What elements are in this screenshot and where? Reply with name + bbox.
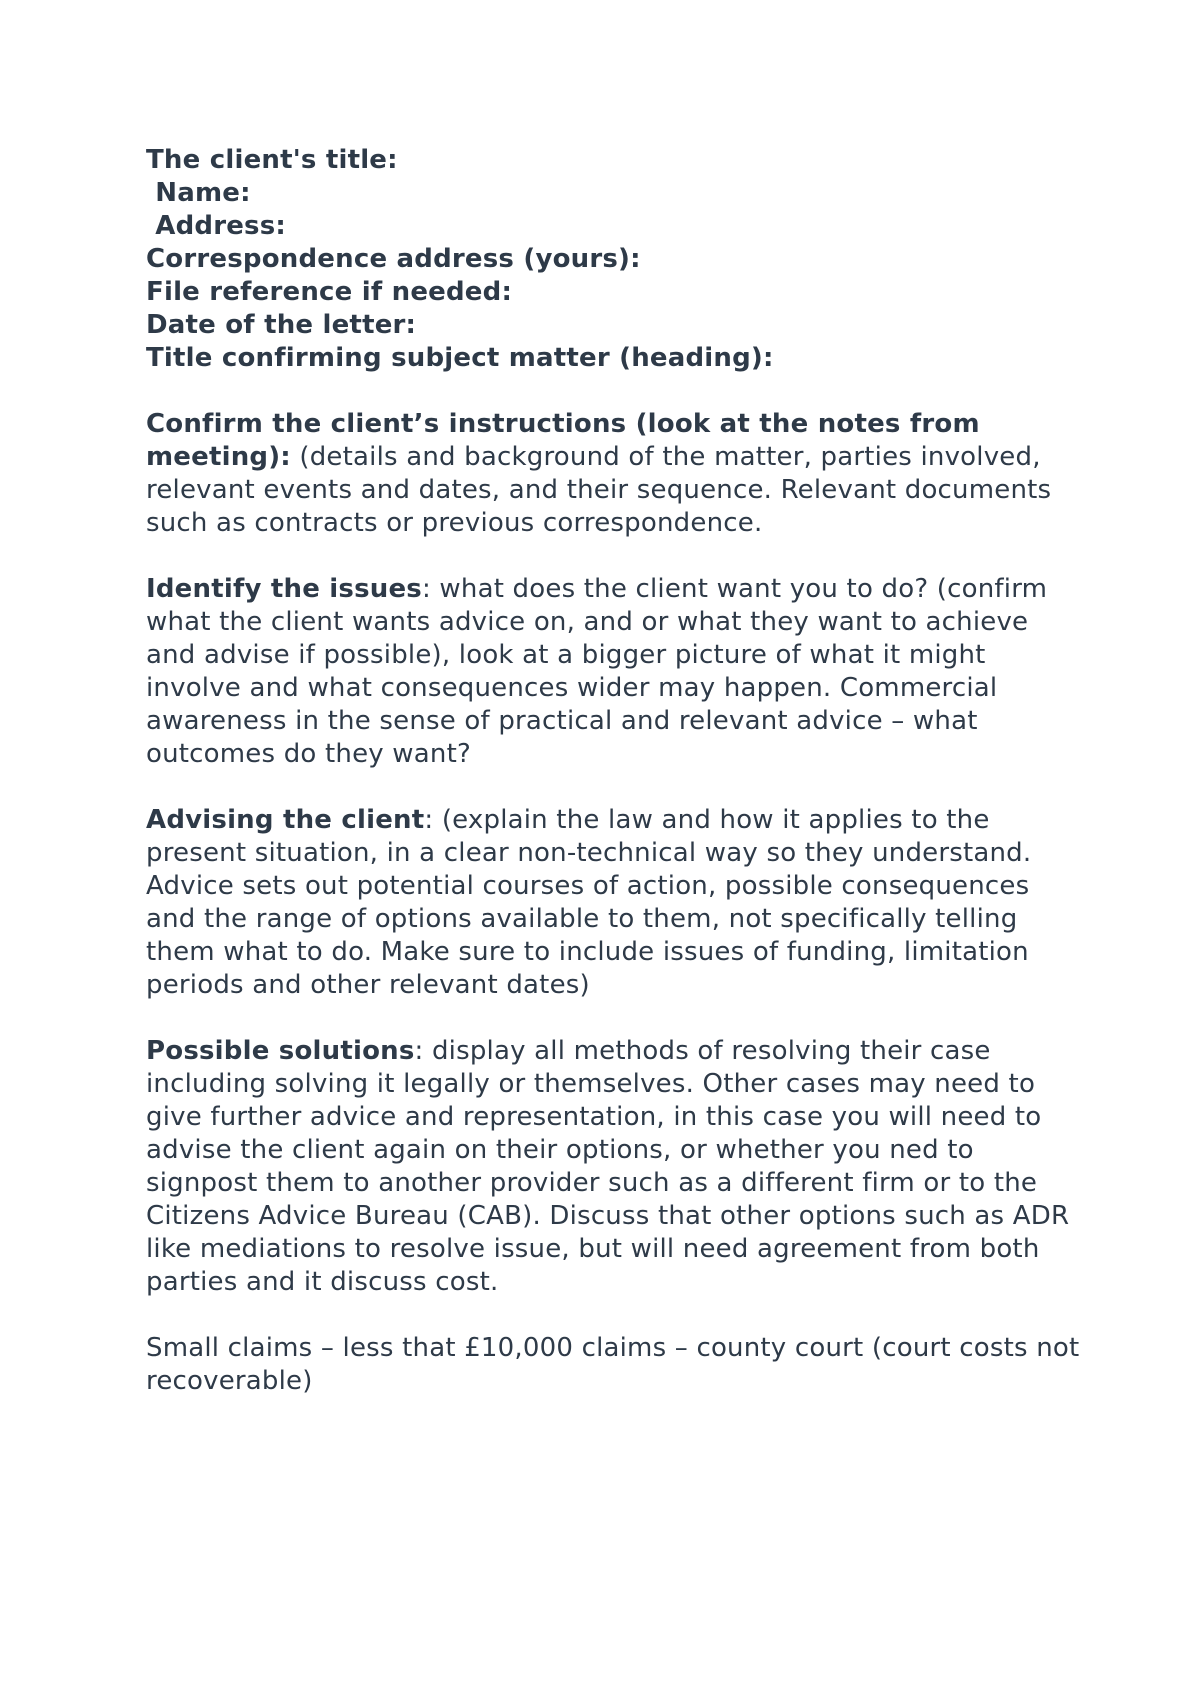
client-title-field: The client's title: [146, 145, 398, 175]
advising-paragraph [146, 804, 1086, 1002]
letter-date-field: Date of the letter: [146, 310, 417, 340]
issues-heading: Identify the issues [146, 574, 422, 604]
instructions-paragraph [146, 408, 1086, 540]
solutions-paragraph [146, 1035, 1086, 1299]
instructions-body: (details and background of the matter, parties involved, relevant events and dates, and their sequence. Relevant documents such as contracts or previous correspondence. [146, 442, 1052, 538]
file-reference-field: File reference if needed: [146, 277, 513, 307]
subject-heading-field: Title confirming subject matter (heading): [146, 343, 774, 373]
document-page [146, 144, 1086, 1431]
advising-body: : (explain the law and how it applies to the present situation, in a clear non-technical way so they understand. Advice sets out potential courses of action, possible consequences and the range of options available to them, not specifically telling them what to do. Make sure to include issues of funding, limitation periods and other relevant dates) [146, 805, 1032, 1000]
correspondence-address-field: Correspondence address (yours): [146, 244, 641, 274]
advising-heading: Advising the client [146, 805, 425, 835]
name-field: Name: [146, 178, 251, 208]
solutions-body: : display all methods of resolving their case including solving it legally or themselves. Other cases may need to give further advice and representation, in this case you will need to advise the client again on their options, or whether you ned to signpost them to another provider such as a different firm or to the Citizens Advice Bureau (CAB). Discuss that other options such as ADR like mediations to resolve issue, but will need agreement from both parties and it discuss cost. [146, 1036, 1070, 1297]
small-claims-paragraph: Small claims – less that £10,000 claims – county court (court costs not recoverable) [146, 1333, 1080, 1396]
issues-body: : what does the client want you to do? (confirm what the client wants advice on, and or what they want to achieve and advise if possible), look at a bigger picture of what it might involve and what consequences wider may happen. Commercial awareness in the sense of practical and relevant advice – what outcomes do they want? [146, 574, 1048, 769]
letter-header-fields [146, 144, 1086, 375]
solutions-heading: Possible solutions [146, 1036, 415, 1066]
instructions-heading: Confirm the client’s instructions (look at the notes from meeting): [146, 409, 980, 472]
issues-paragraph [146, 573, 1086, 771]
address-field: Address: [146, 211, 287, 241]
